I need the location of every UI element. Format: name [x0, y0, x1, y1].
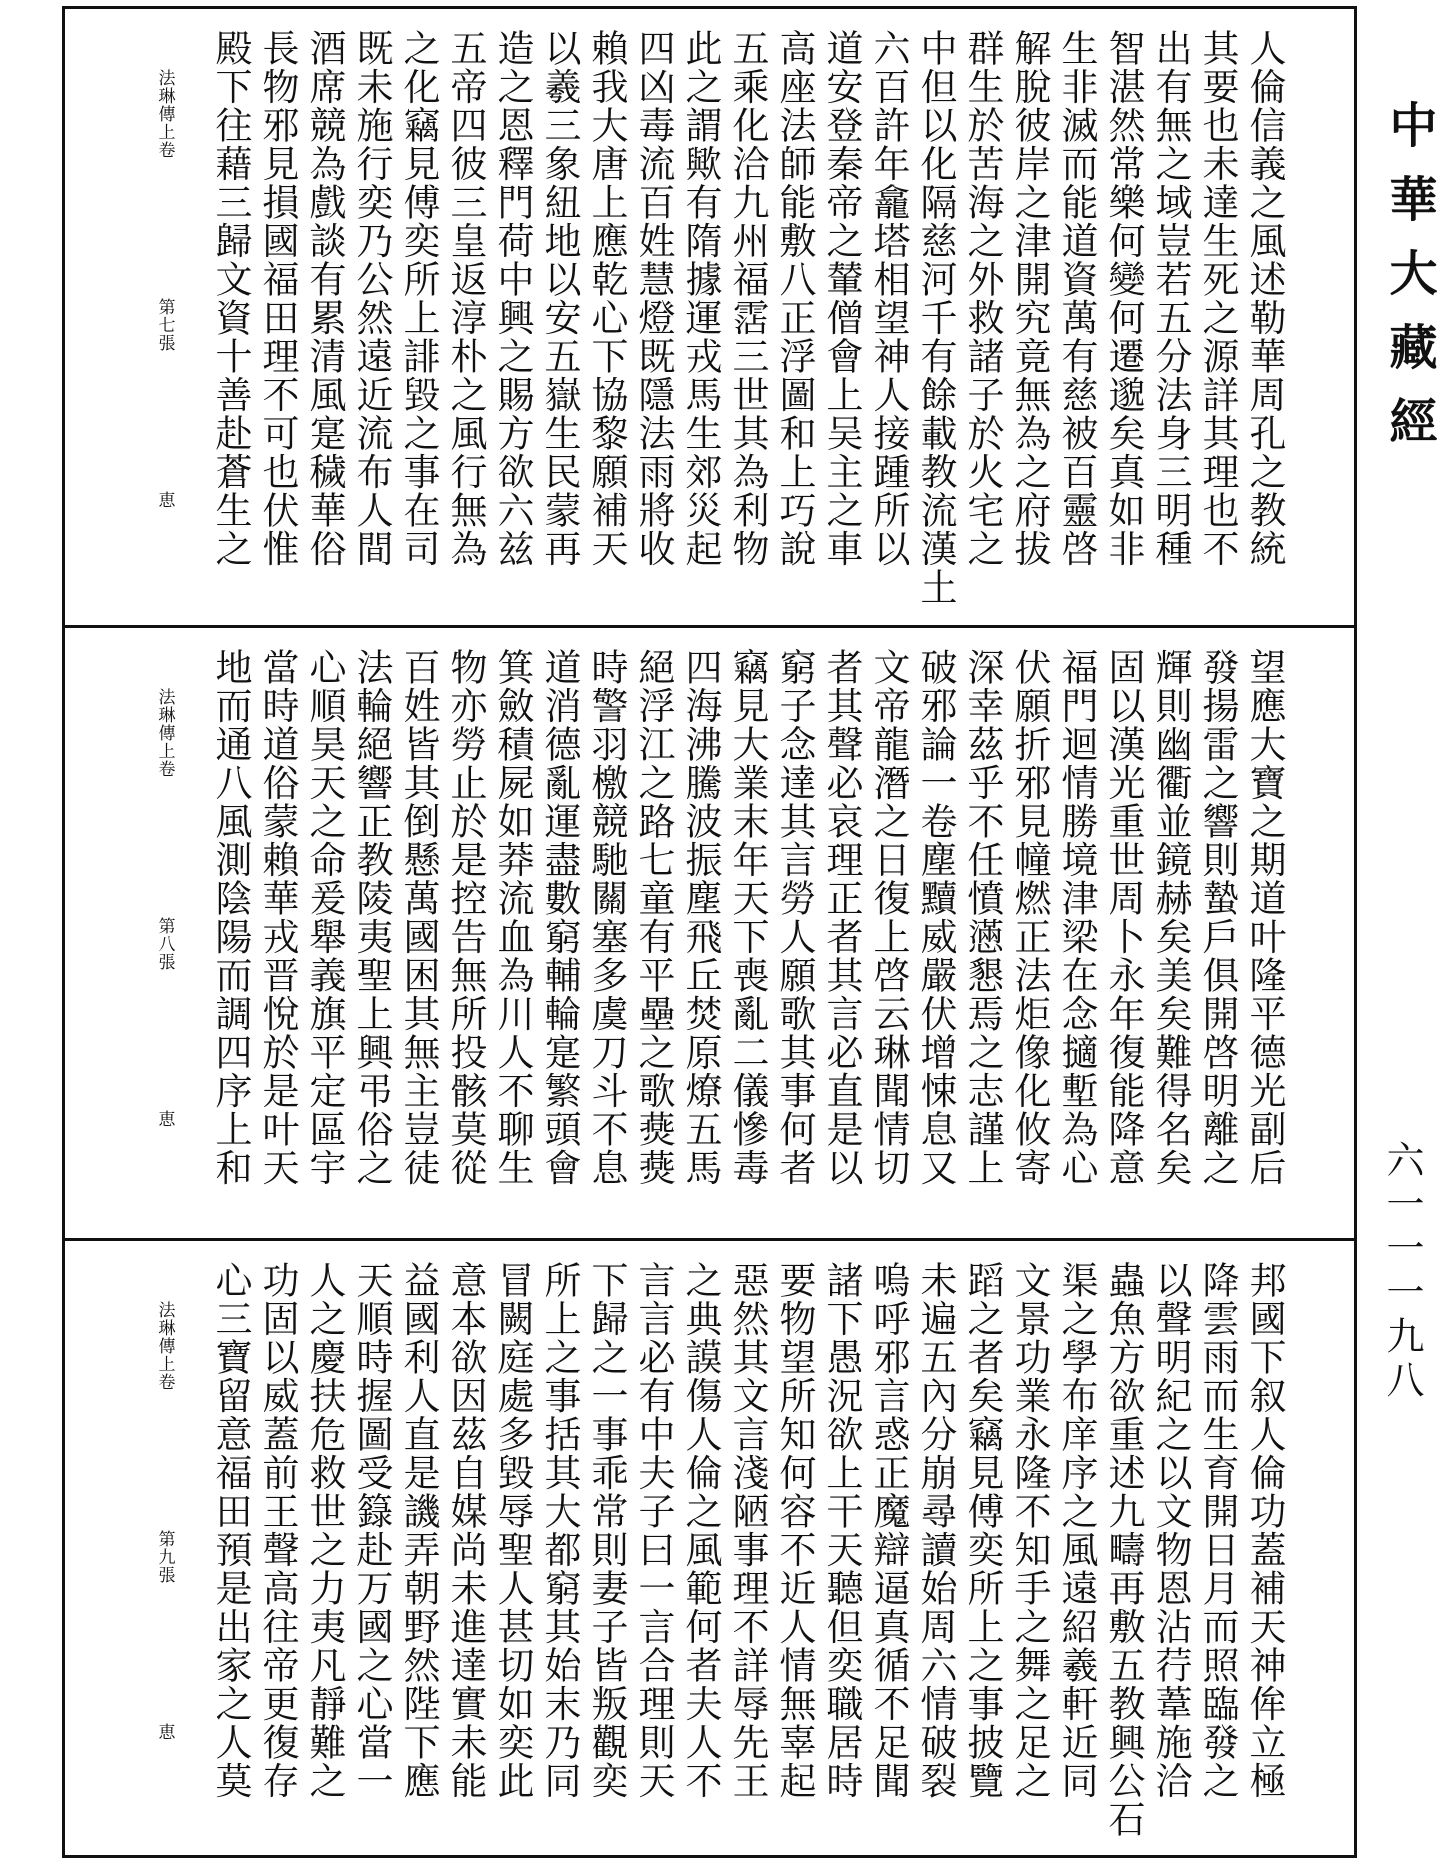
text-column: 之化竊見傅奕所上誹毀之事在司	[397, 29, 440, 568]
text-column: 心三寶留意福田預是出家之人莫	[209, 1261, 252, 1800]
text-column: 以羲三象紐地以安五嶽生民蒙再	[538, 29, 581, 568]
text-column: 殿下往藉三歸文資十善赴蒼生之	[209, 29, 252, 568]
text-column: 此之謂歟有隋據運戎馬生郊災起	[679, 29, 722, 568]
text-column: 五帝四彼三皇返淳朴之風行無為	[444, 29, 487, 568]
margin-title: 法琳傳上卷	[154, 69, 175, 159]
text-column: 冒闕庭處多毀辱聖人甚切如奕此	[491, 1261, 534, 1800]
text-column: 以聲明紀之以文物恩沾荇葦施洽	[1149, 1261, 1192, 1800]
margin-title: 法琳傳上卷	[154, 688, 175, 778]
text-column: 人之慶扶危救世之力夷凡靜難之	[303, 1261, 346, 1800]
page-number: 六一一一九八	[1380, 1140, 1424, 1404]
text-panel-1	[65, 9, 1354, 607]
collection-title: 中華大藏經	[1381, 100, 1437, 470]
text-column: 諸下愚況欲上干天聽但奕職居時	[820, 1261, 863, 1800]
text-column: 意本欲因茲自媒尚未進達實未能	[444, 1261, 487, 1800]
text-column: 酒席競為戲談有累清風寔穢華俗	[303, 29, 346, 568]
text-column: 固以漢光重世周卜永年復能降意	[1102, 648, 1145, 1187]
text-column: 福門迴情勝境津梁在念擿塹為心	[1055, 648, 1098, 1187]
text-column: 之典謨傷人倫之風範何者夫人不	[679, 1261, 722, 1800]
text-column: 輝則幽衢並鏡赫矣美矣難得名矣	[1149, 648, 1192, 1187]
text-column: 者其聲必哀理正者其言必直是以	[820, 648, 863, 1187]
text-column: 智湛然常樂何變何遷邈矣真如非	[1102, 29, 1145, 568]
text-column: 蟲魚方欲重述九疇再敷五教興公石	[1102, 1261, 1145, 1839]
text-column: 言言必有中夫子曰一言合理則天	[632, 1261, 675, 1800]
text-column: 四凶毒流百姓慧燈既隱法雨將收	[632, 29, 675, 568]
text-column: 人倫信義之風述勒華周孔之教統	[1243, 29, 1286, 568]
text-column: 天順時握圖受籙赴万國之心當一	[350, 1261, 393, 1800]
text-panel-2	[65, 628, 1354, 1238]
text-column: 降雲雨而生育開日月而照臨發之	[1196, 1261, 1239, 1800]
text-column: 道消德亂運盡數窮輔輪寔繁頭會	[538, 648, 581, 1187]
margin-mark: 恵	[154, 1723, 175, 1741]
text-column: 時警羽檄競馳關塞多虞刀斗不息	[585, 648, 628, 1187]
text-panel-3	[65, 1241, 1354, 1855]
text-column: 中但以化隔慈河千有餘載教流漢土	[914, 29, 957, 607]
text-column: 惡然其文言淺陋事理不詳辱先王	[726, 1261, 769, 1800]
text-column: 造之恩釋門荷中興之賜方欲六兹	[491, 29, 534, 568]
text-column: 群生於苦海之外救諸子於火宅之	[961, 29, 1004, 568]
text-column: 四海沸騰波振塵飛丘焚原燎五馬	[679, 648, 722, 1187]
margin-note	[145, 69, 185, 509]
text-column: 其要也未達生死之源詳其理也不	[1196, 29, 1239, 568]
margin-title: 法琳傳上卷	[154, 1301, 175, 1391]
text-column: 渠之學布庠序之風遠紹羲軒近同	[1055, 1261, 1098, 1800]
text-column: 文帝龍潛之日復上啓云琳聞情切	[867, 648, 910, 1187]
text-column: 嗚呼邪言惑正魔辯逼真循不足聞	[867, 1261, 910, 1800]
margin-note	[145, 688, 185, 1128]
text-columns	[205, 648, 1286, 1187]
text-column: 下歸之一事乖常則妻子皆叛觀奕	[585, 1261, 628, 1800]
margin-mark: 恵	[154, 1110, 175, 1128]
text-column: 伏願折邪見幢燃正法炬像化攸寄	[1008, 648, 1051, 1187]
text-column: 賴我大唐上應乾心下協黎願補天	[585, 29, 628, 568]
text-column: 五乘化洽九州福霑三世其為利物	[726, 29, 769, 568]
text-columns	[205, 29, 1286, 607]
text-column: 道安登秦帝之輦僧會上吴主之車	[820, 29, 863, 568]
text-column: 高座法師能敷八正浮圖和上巧說	[773, 29, 816, 568]
text-column: 絕浮江之路七童有平壘之歌㷼㷼	[632, 648, 675, 1187]
text-column: 功固以威蓋前王聲高往帝更復存	[256, 1261, 299, 1800]
text-column: 竊見大業末年天下喪亂二儀慘毒	[726, 648, 769, 1187]
margin-sheet-number: 第七張	[154, 298, 175, 352]
text-column: 益國利人直是譏弄朝野然陛下應	[397, 1261, 440, 1800]
text-column: 所上之事括其大都窮其始末乃同	[538, 1261, 581, 1800]
text-column: 出有無之域豈若五分法身三明種	[1149, 29, 1192, 568]
text-column: 生非滅而能道資萬有慈被百靈啓	[1055, 29, 1098, 568]
text-column: 既未施行奕乃公然遠近流布人間	[350, 29, 393, 568]
text-column: 未遍五內分崩尋讀始周六情破裂	[914, 1261, 957, 1800]
text-column: 地而通八風測陰陽而調四序上和	[209, 648, 252, 1187]
text-column: 窮子念達其言勞人願歌其事何者	[773, 648, 816, 1187]
text-column: 蹈之者矣竊見傅奕所上之事披覽	[961, 1261, 1004, 1800]
text-column: 六百許年龕塔相望神人接踵所以	[867, 29, 910, 568]
text-column: 物亦勞止於是控告無所投骸莫從	[444, 648, 487, 1187]
text-column: 心順昊天之命爰舉義旗平定區宇	[303, 648, 346, 1187]
text-column: 文景功業永隆不知手之舞之足之	[1008, 1261, 1051, 1800]
text-column: 長物邪見損國福田理不可也伏惟	[256, 29, 299, 568]
text-column: 法輪絕響正教陵夷聖上興弔俗之	[350, 648, 393, 1187]
text-column: 要物望所知何容不近人情無辜起	[773, 1261, 816, 1800]
text-columns	[205, 1261, 1286, 1839]
text-column: 箕斂積屍如莽流血為川人不聊生	[491, 648, 534, 1187]
text-column: 深幸茲乎不任憤懣懇焉之志謹上	[961, 648, 1004, 1187]
text-column: 百姓皆其倒懸萬國困其無主豈徒	[397, 648, 440, 1187]
text-column: 破邪論一卷塵黷威嚴伏增悚息又	[914, 648, 957, 1187]
text-column: 邦國下叙人倫功蓋補天神侔立極	[1243, 1261, 1286, 1800]
text-column: 解脫彼岸之津開究竟無為之府拔	[1008, 29, 1051, 568]
text-column: 望應大寶之期道叶隆平德光副后	[1243, 648, 1286, 1187]
margin-mark: 恵	[154, 491, 175, 509]
margin-note	[145, 1301, 185, 1741]
margin-sheet-number: 第九張	[154, 1530, 175, 1584]
text-column: 發揚雷之響則蟄戶俱開啓明離之	[1196, 648, 1239, 1187]
text-column: 當時道俗蒙賴華戎晋悅於是叶天	[256, 648, 299, 1187]
margin-sheet-number: 第八張	[154, 917, 175, 971]
